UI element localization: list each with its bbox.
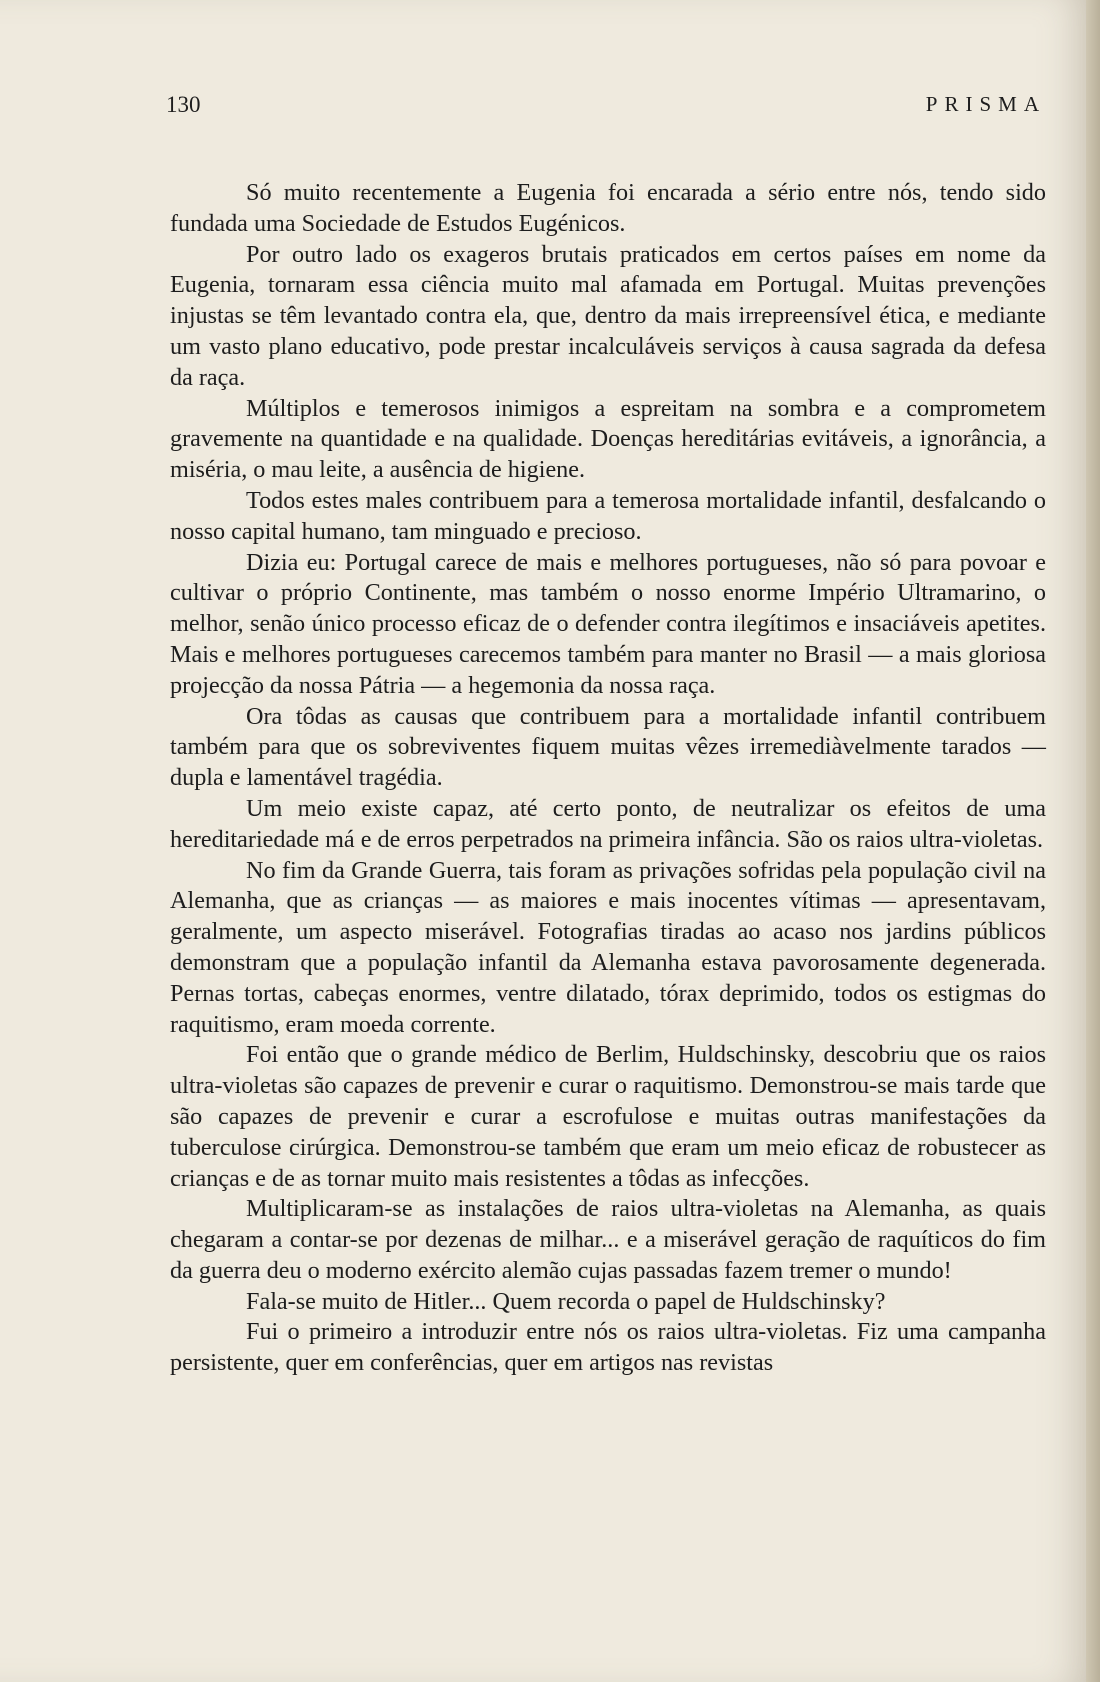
paragraph: Múltiplos e temerosos inimigos a espreitam na sombra e a comprometem gravemente na quantidade e na qualidade. Doenças hereditárias evitáveis, a ignorância, a miséria, o mau leite, a ausência de higiene. — [170, 394, 1046, 484]
paragraph: Todos estes males contribuem para a temerosa mortalidade infantil, desfalcando o nosso capital humano, tam minguado e precioso. — [170, 486, 1046, 545]
paragraph: No fim da Grande Guerra, tais foram as privações sofridas pela população civil na Alemanha, que as crianças — as maiores e mais inocentes vítimas — apresentavam, geralmente, um aspecto miserável. Fotografias tiradas ao acaso nos jardins públicos demonstram que a população infantil da Alemanha estava pavorosamente degenerada. Pernas tortas, cabeças enormes, ventre dilatado, tórax deprimido, todos os estigmas do raquitismo, eram moeda corrente. — [170, 856, 1046, 1038]
paragraph: Multiplicaram-se as instalações de raios ultra-violetas na Alemanha, as quais chegaram a contar-se por dezenas de milhar... e a miserável geração de raquíticos do fim da guerra deu o moderno exército alemão cujas passadas fazem tremer o mundo! — [170, 1195, 1046, 1284]
paragraph: Só muito recentemente a Eugenia foi encarada a sério entre nós, tendo sido fundada uma Sociedade de Estudos Eugénicos. — [170, 179, 1046, 237]
paragraph: Fui o primeiro a introduzir entre nós os raios ultra-violetas. Fiz uma campanha persistente, quer em conferências, quer em artigos nas revistas — [170, 1318, 1046, 1377]
paragraph: Fala-se muito de Hitler... Quem recorda o papel de Huldschinsky? — [246, 1287, 886, 1315]
paragraph: Ora tôdas as causas que contribuem para a mortalidade infantil contribuem também para que os sobreviventes fiquem muitas vêzes irremediàvelmente tarados — dupla e lamentável tragédia. — [170, 702, 1046, 792]
page-header — [166, 92, 1046, 122]
body-text — [170, 178, 1046, 1379]
paragraph: Um meio existe capaz, até certo ponto, de neutralizar os efeitos de uma hereditariedade má e de erros perpetrados na primeira infância. São os raios ultra-violetas. — [170, 794, 1046, 853]
page-edge-shadow — [1086, 0, 1100, 1682]
paragraph: Dizia eu: Portugal carece de mais e melhores portugueses, não só para povoar e cultivar o próprio Continente, mas também o nosso enorme Império Ultramarino, o melhor, senão único processo eficaz de o defender contra ilegítimos e insaciáveis apetites. Mais e melhores portugueses carecemos também para manter no Brasil — a mais gloriosa projecção da nossa Pátria — a hegemonia da nossa raça. — [170, 548, 1046, 699]
running-title: PRISMA — [925, 92, 1046, 116]
paragraph: Foi então que o grande médico de Berlim, Huldschinsky, descobriu que os raios ultra-violetas são capazes de prevenir e curar o raquitismo. Demonstrou-se mais tarde que são capazes de prevenir e curar a escrofulose e muitas outras manifestações da tuberculose cirúrgica. Demonstrou-se também que eram um meio eficaz de robustecer as crianças e de as tornar muito mais resistentes a tôdas as infecções. — [170, 1041, 1046, 1192]
page-number: 130 — [166, 92, 201, 117]
paragraph: Por outro lado os exageros brutais praticados em certos países em nome da Eugenia, tornaram essa ciência muito mal afamada em Portugal. Muitas prevenções injustas se têm levantado contra ela, que, dentro da mais irrepreensível ética, e mediante um vasto plano educativo, pode prestar incalculáveis serviços à causa sagrada da defesa da raça. — [170, 240, 1046, 391]
